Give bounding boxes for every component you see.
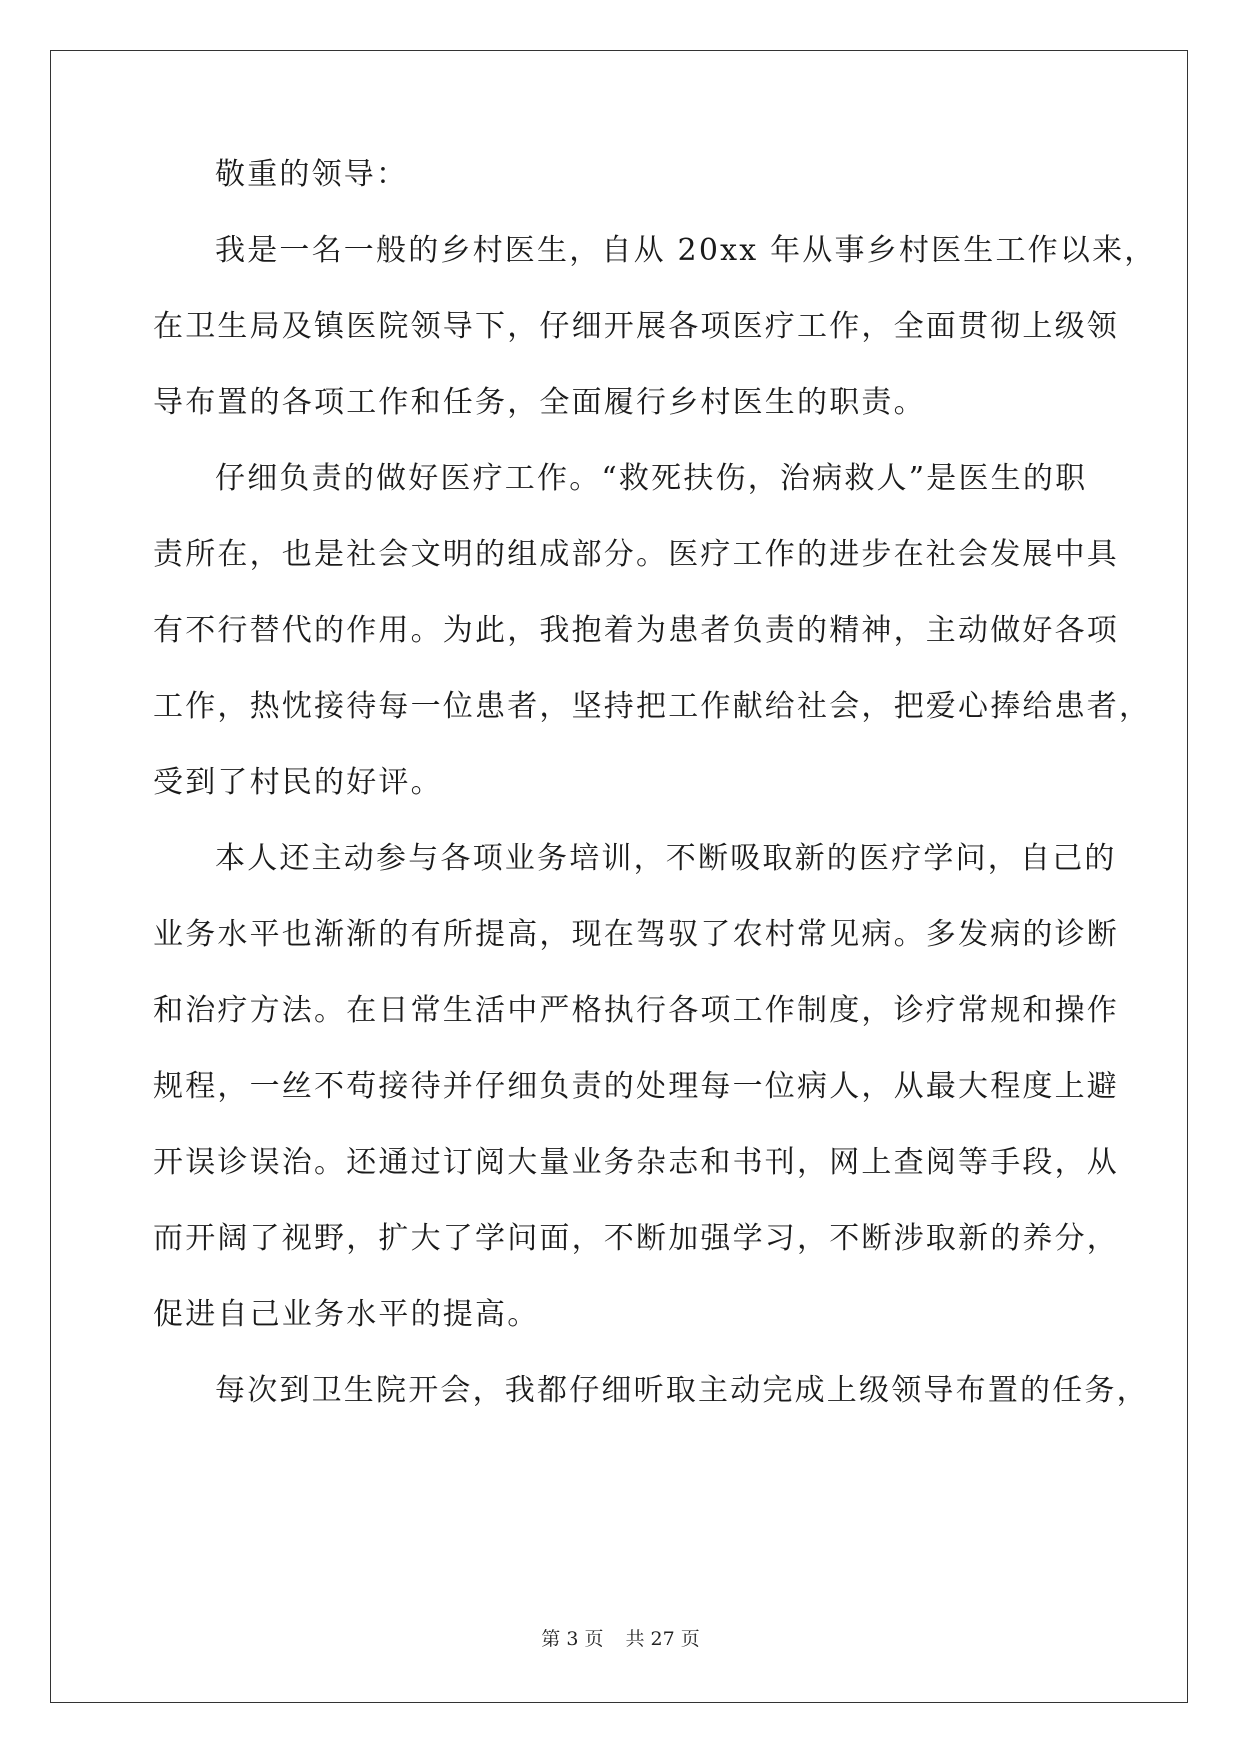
page-footer: [0, 1624, 1241, 1651]
text-line: 促进自己业务水平的提高。: [153, 1297, 540, 1332]
text-line: 开误诊误治。还通过订阅大量业务杂志和书刊，网上查阅等手段，从: [153, 1145, 1119, 1180]
text-line: 敬重的领导：: [215, 157, 409, 192]
page-number: 第 3 页: [541, 1628, 604, 1650]
document-body: [153, 157, 1157, 1452]
text-line: 业务水平也渐渐的有所提高，现在驾驭了农村常见病。多发病的诊断: [153, 917, 1119, 952]
text-line: 在卫生局及镇医院领导下，仔细开展各项医疗工作，全面贯彻上级领: [153, 309, 1119, 344]
text-line: 本人还主动参与各项业务培训，不断吸取新的医疗学问，自己的: [215, 841, 1117, 876]
text-line: 责所在，也是社会文明的组成部分。医疗工作的进步在社会发展中具: [153, 537, 1119, 572]
text-line: 每次到卫生院开会，我都仔细听取主动完成上级领导布置的任务，: [215, 1373, 1149, 1408]
text-line: 和治疗方法。在日常生活中严格执行各项工作制度，诊疗常规和操作: [153, 993, 1119, 1028]
text-line: 有不行替代的作用。为此，我抱着为患者负责的精神，主动做好各项: [153, 613, 1119, 648]
text-line: 规程，一丝不苟接待并仔细负责的处理每一位病人，从最大程度上避: [153, 1069, 1119, 1104]
text-line: 导布置的各项工作和任务，全面履行乡村医生的职责。: [153, 385, 926, 420]
text-line: 仔细负责的做好医疗工作。“救死扶伤，治病救人”是医生的职: [215, 461, 1088, 496]
text-line: 而开阔了视野，扩大了学问面，不断加强学习，不断涉取新的养分，: [153, 1221, 1119, 1256]
page-total: 共 27 页: [625, 1628, 700, 1650]
text-line: 受到了村民的好评。: [153, 765, 443, 800]
text-line: 工作，热忱接待每一位患者，坚持把工作献给社会，把爱心捧给患者，: [153, 689, 1152, 724]
text-line: 我是一名一般的乡村医生，自从 20xx 年从事乡村医生工作以来，: [215, 233, 1157, 268]
